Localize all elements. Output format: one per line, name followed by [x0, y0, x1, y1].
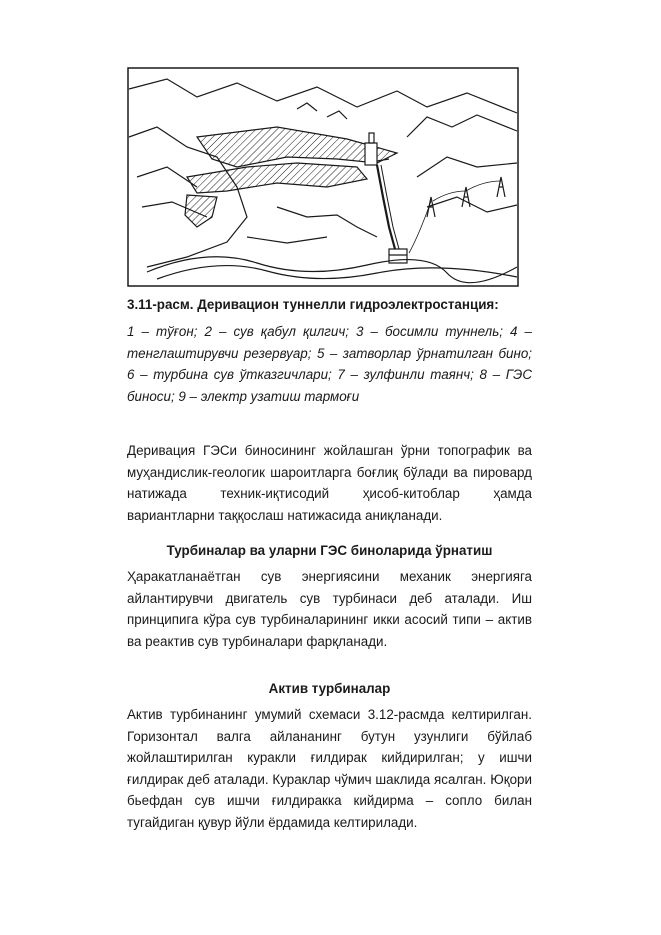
section-heading-turbines: Турбиналар ва уларни ГЭС биноларида ўрнатиш [166, 543, 493, 558]
figure-title: 3.11-расм. Деривацион туннелли гидроэлектростанция: [127, 297, 499, 312]
hydro-station-illustration [127, 67, 519, 287]
figure-legend: 1 – тўғон; 2 – сув қабул қилгич; 3 – босимли туннель; 4 – тенглаштирувчи резервуар; 5 – затворлар ўрнатилган бино; 6 – турбина сув ўтказгичлари; 7 – зулфинли таянч; 8 – ГЭС биноси; 9 – электр узатиш тармоғи [127, 324, 532, 404]
section-heading-active-turbines: Актив турбиналар [268, 681, 391, 696]
paragraph-derivation: Деривация ГЭСи биносининг жойлашган ўрни топографик ва муҳандислик-геологик шароитларга боғлиқ бўлади ва пировард натижада техник-иқтисодий ҳисоб-китоблар ҳамда вариантларни таққослаш натижасида аниқланади. [127, 443, 532, 523]
paragraph-active-turbine: Актив турбинанинг умумий схемаси 3.12-расмда келтирилган. Горизонтал валга айлананинг бутун узунлиги бўйлаб жойлаштирилган куракли ғилдирак кийдирилган; у ишчи ғилдирак деб аталади. Кураклар чўмич шаклида ясалган. Юқори бьефдан сув ишчи ғилдиракка кийдирма – сопло билан тугайдиган қувур йўли ёрдамида келтирилади. [127, 707, 532, 830]
paragraph-turbine-definition: Ҳаракатланаётган сув энергиясини механик энергияга айлантирувчи двигатель сув турбинаси деб аталади. Иш принципига кўра сув турбиналарининг икки асосий типи – актив ва реактив сув турбиналари фарқланади. [127, 569, 532, 649]
